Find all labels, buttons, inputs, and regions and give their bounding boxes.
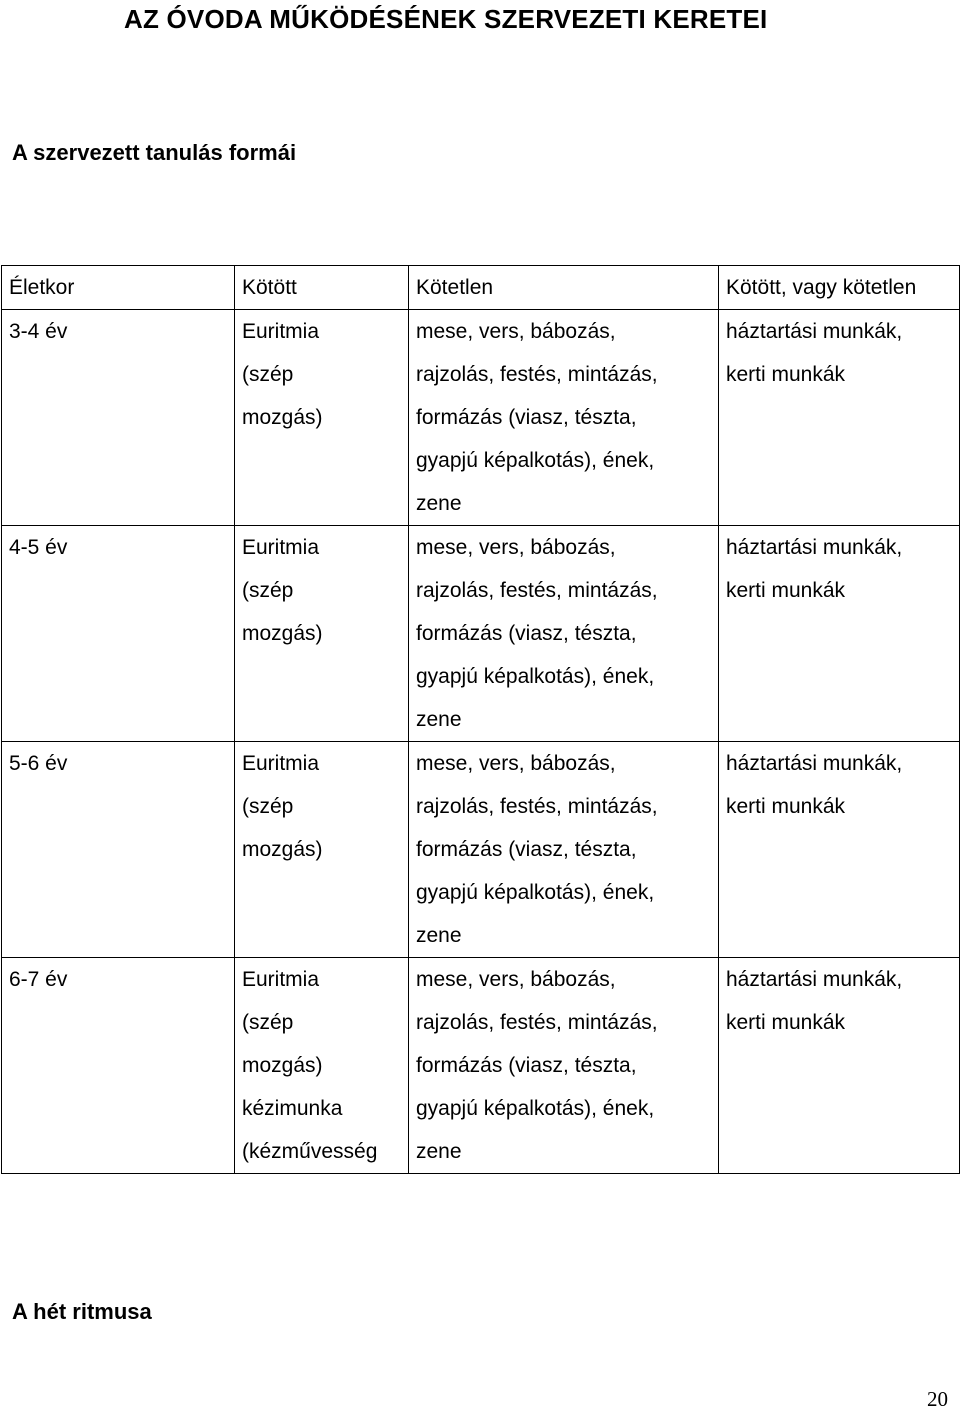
table-body [2, 310, 960, 1174]
either-cell [719, 742, 960, 958]
unbound-cell [409, 526, 719, 742]
cell-line: Euritmia [242, 968, 320, 991]
cell-line: (kézművesség [242, 1140, 378, 1163]
bound-cell [235, 526, 409, 742]
cell-line: kézimunka [242, 1097, 343, 1120]
cell-line: formázás (viasz, tészta, [416, 622, 637, 645]
cell-line: mozgás) [242, 406, 323, 429]
cell-line: mozgás) [242, 622, 323, 645]
cell-line: mese, vers, bábozás, [416, 320, 616, 343]
cell-line: kerti munkák [726, 1011, 846, 1034]
unbound-cell [409, 958, 719, 1174]
bound-cell [235, 742, 409, 958]
either-cell [719, 958, 960, 1174]
cell-line: háztartási munkák, [726, 968, 903, 991]
cell-line: rajzolás, festés, mintázás, [416, 579, 658, 602]
cell-line: zene [416, 924, 462, 947]
learning-forms-table [1, 265, 960, 1174]
cell-line: Euritmia [242, 536, 320, 559]
cell-line: gyapjú képalkotás), ének, [416, 881, 655, 904]
table-row [2, 310, 960, 526]
cell-line: mese, vers, bábozás, [416, 536, 616, 559]
header-age: Életkor [2, 266, 235, 310]
either-cell [719, 526, 960, 742]
cell-line: formázás (viasz, tészta, [416, 406, 637, 429]
cell-line: mese, vers, bábozás, [416, 752, 616, 775]
cell-line: kerti munkák [726, 363, 846, 386]
either-cell [719, 310, 960, 526]
header-bound: Kötött [235, 266, 409, 310]
cell-line: formázás (viasz, tészta, [416, 838, 637, 861]
cell-line: háztartási munkák, [726, 752, 903, 775]
section-heading-organized-learning: A szervezett tanulás formái [12, 140, 297, 165]
cell-line: Euritmia [242, 752, 320, 775]
age-cell: 6-7 év [2, 958, 235, 1174]
cell-line: rajzolás, festés, mintázás, [416, 1011, 658, 1034]
age-cell: 5-6 év [2, 742, 235, 958]
cell-line: zene [416, 492, 462, 515]
cell-line: (szép [242, 579, 294, 602]
cell-line: gyapjú képalkotás), ének, [416, 665, 655, 688]
cell-line: kerti munkák [726, 795, 846, 818]
bound-cell [235, 310, 409, 526]
cell-line: (szép [242, 363, 294, 386]
age-cell: 4-5 év [2, 526, 235, 742]
cell-line: Euritmia [242, 320, 320, 343]
cell-line: háztartási munkák, [726, 320, 903, 343]
cell-line: rajzolás, festés, mintázás, [416, 795, 658, 818]
cell-line: gyapjú képalkotás), ének, [416, 449, 655, 472]
unbound-cell [409, 742, 719, 958]
section-heading-week-rhythm: A hét ritmusa [12, 1299, 152, 1324]
cell-line: kerti munkák [726, 579, 846, 602]
header-either: Kötött, vagy kötetlen [719, 266, 960, 310]
page-number: 20 [927, 1387, 948, 1411]
cell-line: háztartási munkák, [726, 536, 903, 559]
cell-line: mese, vers, bábozás, [416, 968, 616, 991]
table-row [2, 958, 960, 1174]
age-cell: 3-4 év [2, 310, 235, 526]
page-title: AZ ÓVODA MŰKÖDÉSÉNEK SZERVEZETI KERETEI [124, 4, 768, 34]
unbound-cell [409, 310, 719, 526]
table-row [2, 742, 960, 958]
cell-line: (szép [242, 1011, 294, 1034]
cell-line: mozgás) [242, 838, 323, 861]
cell-line: (szép [242, 795, 294, 818]
cell-line: gyapjú képalkotás), ének, [416, 1097, 655, 1120]
header-unbound: Kötetlen [409, 266, 719, 310]
table-header-row [2, 266, 960, 310]
table-row [2, 526, 960, 742]
cell-line: rajzolás, festés, mintázás, [416, 363, 658, 386]
bound-cell [235, 958, 409, 1174]
cell-line: zene [416, 1140, 462, 1163]
cell-line: mozgás) [242, 1054, 323, 1077]
cell-line: zene [416, 708, 462, 731]
cell-line: formázás (viasz, tészta, [416, 1054, 637, 1077]
